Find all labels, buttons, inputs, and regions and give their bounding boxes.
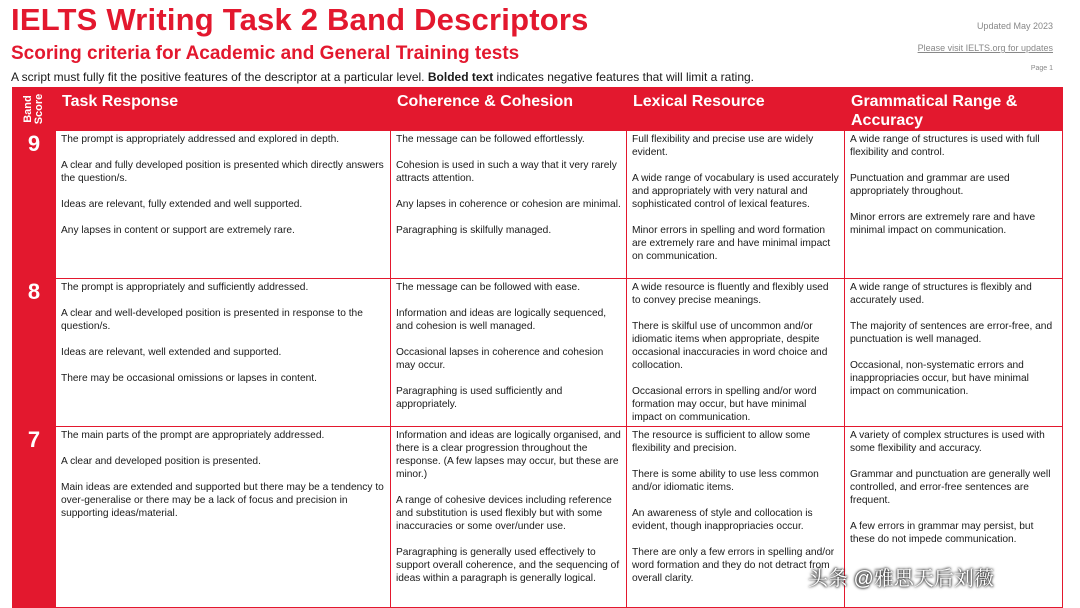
descriptor-text: The message can be followed with ease.: [396, 282, 581, 293]
page-number: Page 1: [1030, 65, 1053, 72]
descriptor-text: Information and ideas are logically sequenced, and cohesion is well managed.: [396, 308, 607, 332]
descriptor-text: A variety of complex structures is used with some flexibility and accuracy.: [850, 430, 1045, 454]
descriptor-text: The majority of sentences are error-free, and punctuation is well managed.: [850, 321, 1053, 345]
descriptor-text: A few errors in grammar may persist, but these do not impede communication.: [850, 521, 1034, 545]
descriptor-text: A clear and developed position is presented.: [61, 456, 261, 467]
descriptor-text: Cohesion is used in such a way that it very rarely attracts attention.: [396, 160, 617, 184]
descriptor-text: A wide resource is fluently and flexibly used to convey precise meanings.: [632, 282, 829, 306]
cell-coherence-cohesion: [391, 279, 627, 427]
watermark: 头条 @雅思天后刘薇: [808, 568, 994, 590]
descriptor-text: Paragraphing is skilfully managed.: [396, 225, 552, 236]
band-descriptor-table: [12, 87, 1063, 608]
descriptor-text: An awareness of style and collocation is evident, though inappropriacies occur.: [632, 508, 813, 532]
descriptor-text: Grammar and punctuation are generally well controlled, and error-free sentences are frequent.: [850, 469, 1051, 506]
descriptor-text: Any lapses in content or support are extremely rare.: [61, 225, 295, 236]
page-subtitle: Scoring criteria for Academic and General Training tests: [11, 43, 520, 64]
descriptor-text: There is skilful use of uncommon and/or idiomatic items when appropriate, despite occasional inaccuracies in word choice and collocation.: [632, 321, 828, 371]
cell-task-response: [56, 427, 391, 608]
descriptor-text: A wide range of vocabulary is used accurately and appropriately with very natural and sophisticated control of lexical features.: [632, 173, 839, 210]
cell-grammatical-range: [845, 279, 1063, 427]
descriptor-text: Occasional, non-systematic errors and inappropriacies occur, but have minimal impact on communication.: [850, 360, 1029, 397]
cell-coherence-cohesion: [391, 427, 627, 608]
descriptor-text: Paragraphing is generally used effectively to support overall coherence, and the sequencing of ideas within a paragraph is generally logical.: [396, 547, 620, 584]
band-label-2: Score: [33, 93, 45, 125]
band-score-8: 8: [13, 279, 56, 427]
band-row-9: [13, 131, 1063, 279]
descriptor-text: There are only a few errors in spelling and/or word formation and they do not detract from overall clarity.: [632, 547, 835, 584]
descriptor-text: Occasional lapses in coherence and cohesion may occur.: [396, 347, 604, 371]
band-label-1: Band: [22, 95, 34, 123]
descriptor-text: There may be occasional omissions or lapses in content.: [61, 373, 317, 384]
column-header-coherence-cohesion: Coherence & Cohesion: [391, 88, 627, 131]
descriptor-text: There is some ability to use less common and/or idiomatic items.: [632, 469, 819, 493]
descriptor-text: A clear and well-developed position is presented in response to the question/s.: [61, 308, 363, 332]
column-header-grammatical-range: Grammatical Range & Accuracy: [845, 88, 1063, 131]
descriptor-text: The prompt is appropriately addressed and explored in depth.: [61, 134, 340, 145]
intro-after: indicates negative features that will limit a rating.: [493, 70, 754, 84]
descriptor-text: Ideas are relevant, fully extended and well supported.: [61, 199, 303, 210]
band-score-9: 9: [13, 131, 56, 279]
updated-date: Updated May 2023: [976, 21, 1053, 31]
descriptor-text: Occasional errors in spelling and/or word formation may occur, but have minimal impact on communication.: [632, 386, 817, 423]
intro-text: [11, 70, 754, 84]
band-score-header: [13, 88, 56, 131]
descriptor-text: Punctuation and grammar are used appropriately throughout.: [850, 173, 1010, 197]
descriptor-text: Minor errors in spelling and word formation are extremely rare and have minimal impact on communication.: [632, 225, 831, 262]
visit-link[interactable]: Please visit IELTS.org for updates: [917, 43, 1053, 53]
band-score-7: 7: [13, 427, 56, 608]
cell-task-response: [56, 279, 391, 427]
intro-before: A script must fully fit the positive features of the descriptor at a particular level.: [11, 70, 428, 84]
cell-grammatical-range: [845, 131, 1063, 279]
descriptor-text: A range of cohesive devices including reference and substitution is used flexibly but with some inaccuracies or some over/under use.: [396, 495, 612, 532]
descriptor-text: A wide range of structures is used with full flexibility and control.: [850, 134, 1040, 158]
descriptor-text: Main ideas are extended and supported but there may be a tendency to over-generalise or there may be a lack of focus and precision in supporting ideas/material.: [61, 482, 384, 519]
descriptor-text: The message can be followed effortlessly.: [396, 134, 585, 145]
cell-task-response: [56, 131, 391, 279]
descriptor-text: Any lapses in coherence or cohesion are minimal.: [396, 199, 621, 210]
descriptor-text: The main parts of the prompt are appropriately addressed.: [61, 430, 325, 441]
descriptor-text: A clear and fully developed position is presented which directly answers the question/s.: [61, 160, 384, 184]
descriptor-text: Information and ideas are logically organised, and there is a clear progression throughout the response. (A few lapses may occur, but these are minor.): [396, 430, 621, 480]
column-header-task-response: Task Response: [56, 88, 391, 131]
table-header-row: [13, 88, 1063, 131]
descriptor-text: A wide range of structures is flexibly and accurately used.: [850, 282, 1032, 306]
cell-lexical-resource: [627, 131, 845, 279]
cell-lexical-resource: [627, 279, 845, 427]
column-header-lexical-resource: Lexical Resource: [627, 88, 845, 131]
descriptor-text: Paragraphing is used sufficiently and appropriately.: [396, 386, 563, 410]
band-row-8: [13, 279, 1063, 427]
descriptor-text: Ideas are relevant, well extended and supported.: [61, 347, 282, 358]
cell-coherence-cohesion: [391, 131, 627, 279]
descriptor-text: Full flexibility and precise use are widely evident.: [632, 134, 814, 158]
page-title: IELTS Writing Task 2 Band Descriptors: [11, 2, 589, 37]
descriptor-text: Minor errors are extremely rare and have minimal impact on communication.: [850, 212, 1036, 236]
descriptor-text: The prompt is appropriately and sufficiently addressed.: [61, 282, 309, 293]
intro-bold: Bolded text: [427, 70, 494, 84]
descriptor-text: The resource is sufficient to allow some flexibility and precision.: [632, 430, 811, 454]
